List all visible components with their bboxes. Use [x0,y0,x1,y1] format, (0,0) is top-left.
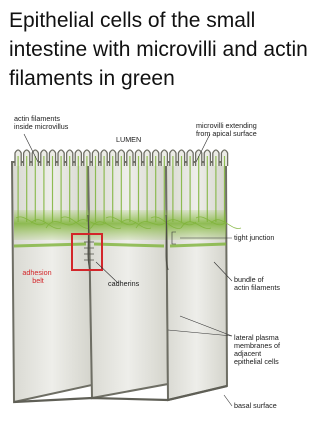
adhesion-belt-green-right [170,244,226,246]
label-microvilli-extending: microvilli extending from apical surface [196,121,257,138]
label-adhesion-belt: adhesion belt [22,268,52,285]
label-lumen: LUMEN [116,135,142,144]
label-cadherins: cadherins [108,279,140,288]
adhesion-belt-green-mid [94,244,164,246]
adhesion-belt-green-left [14,244,86,246]
label-tight-junction: tight junction [234,233,275,242]
label-bundle-actin: bundle of actin filaments [234,275,280,292]
cell-right [166,162,227,400]
terminal-web-band [14,210,226,240]
label-basal-surface: basal surface [234,401,277,410]
label-lateral-membranes: lateral plasma membranes of adjacent epithelial cells [234,333,280,366]
label-actin-inside: actin filaments inside microvillus [14,114,69,131]
page-title: Epithelial cells of the small intestine with microvilli and actin filaments in green [9,9,308,90]
